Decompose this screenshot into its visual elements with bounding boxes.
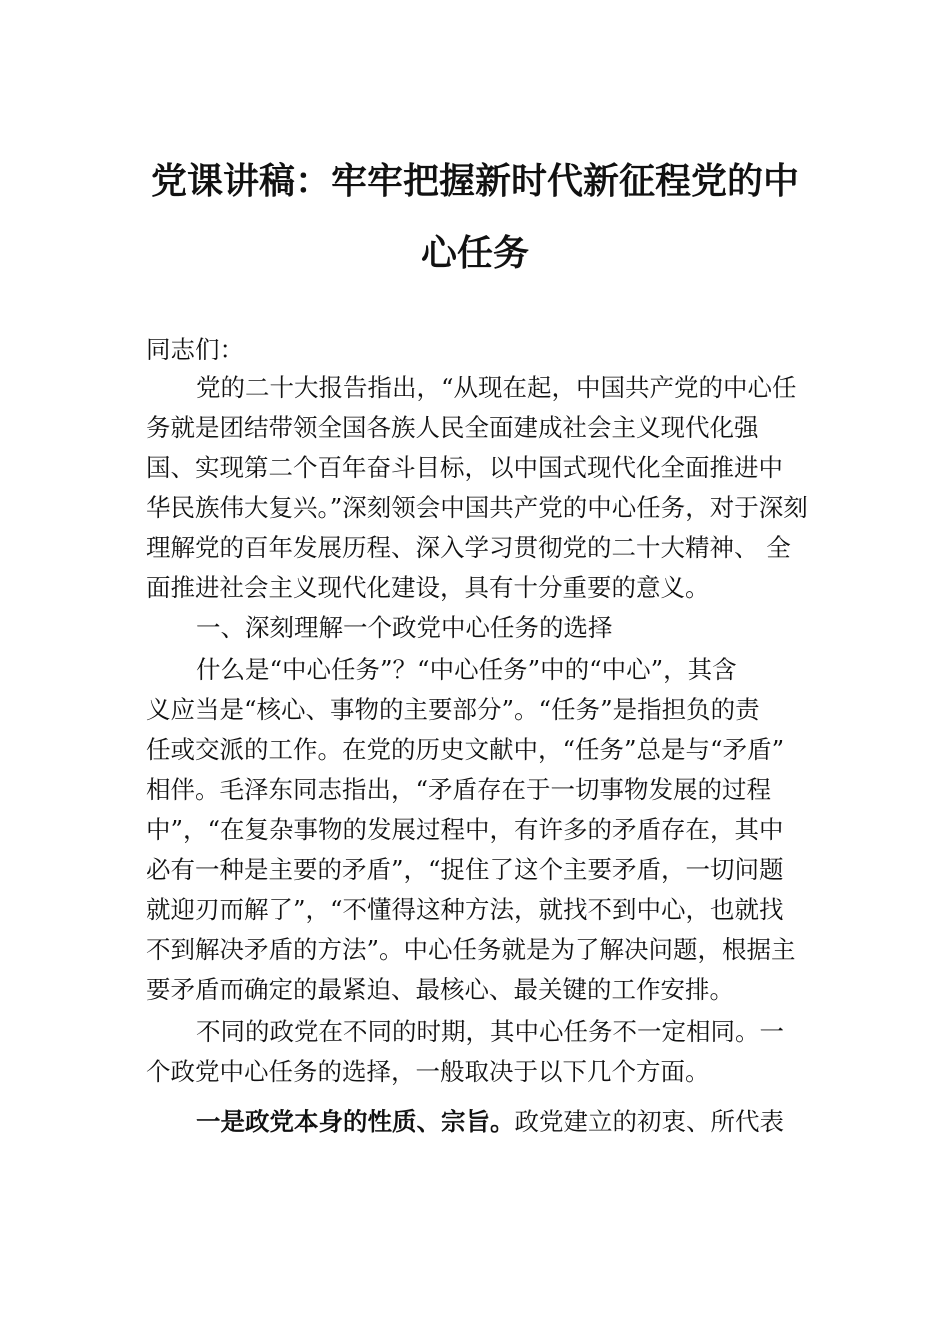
paragraph-line: 华民族伟大复兴。”深刻领会中国共产党的中心任务，对于深刻 [146, 493, 808, 522]
paragraph-line: 就迎刃而解了”，“不懂得这种方法，就找不到中心，也就找 [146, 895, 784, 924]
paragraph-line: 任或交派的工作。在党的历史文献中，“任务”总是与“矛盾” [146, 735, 785, 764]
paragraph-line: 个政党中心任务的选择，一般取决于以下几个方面。 [146, 1057, 710, 1086]
bold-lead-phrase: 一是政党本身的性质、宗旨。 [196, 1107, 515, 1136]
paragraph-line: 国、实现第二个百年奋斗目标，以中国式现代化全面推进中 [146, 453, 783, 482]
paragraph-line: 中”，“在复杂事物的发展过程中，有许多的矛盾存在，其中 [146, 815, 784, 844]
paragraph-line: 不到解决矛盾的方法”。中心任务就是为了解决问题，根据主 [146, 935, 796, 964]
document-title-line-2: 心任务 [420, 233, 529, 274]
paragraph-line: 义应当是“核心、事物的主要部分”。“任务”是指担负的责 [146, 695, 760, 724]
salutation: 同志们： [146, 335, 244, 364]
paragraph-line: 务就是团结带领全国各族人民全面建成社会主义现代化强 [146, 413, 759, 442]
paragraph-line: 要矛盾而确定的最紧迫、最核心、最关键的工作安排。 [146, 975, 734, 1004]
document-title-line-1: 党课讲稿：牢牢把握新时代新征程党的中 [150, 161, 799, 202]
section-heading: 一、深刻理解一个政党中心任务的选择 [196, 613, 613, 642]
paragraph-line: 什么是“中心任务”？“中心任务”中的“中心”，其含 [196, 655, 737, 684]
paragraph-continuation: 政党建立的初衷、所代表 [514, 1107, 784, 1136]
paragraph-line: 相伴。毛泽东同志指出，“矛盾存在于一切事物发展的过程 [146, 775, 772, 804]
paragraph-line: 党的二十大报告指出，“从现在起，中国共产党的中心任 [196, 373, 797, 402]
paragraph-line [0, 1102, 950, 1142]
paragraph-line: 不同的政党在不同的时期，其中心任务不一定相同。一 [196, 1017, 784, 1046]
paragraph-line: 必有一种是主要的矛盾”，“捉住了这个主要矛盾，一切问题 [146, 855, 784, 884]
paragraph-line: 面推进社会主义现代化建设，具有十分重要的意义。 [146, 573, 710, 602]
paragraph-line: 理解党的百年发展历程、深入学习贯彻党的二十大精神、 全 [146, 533, 791, 562]
